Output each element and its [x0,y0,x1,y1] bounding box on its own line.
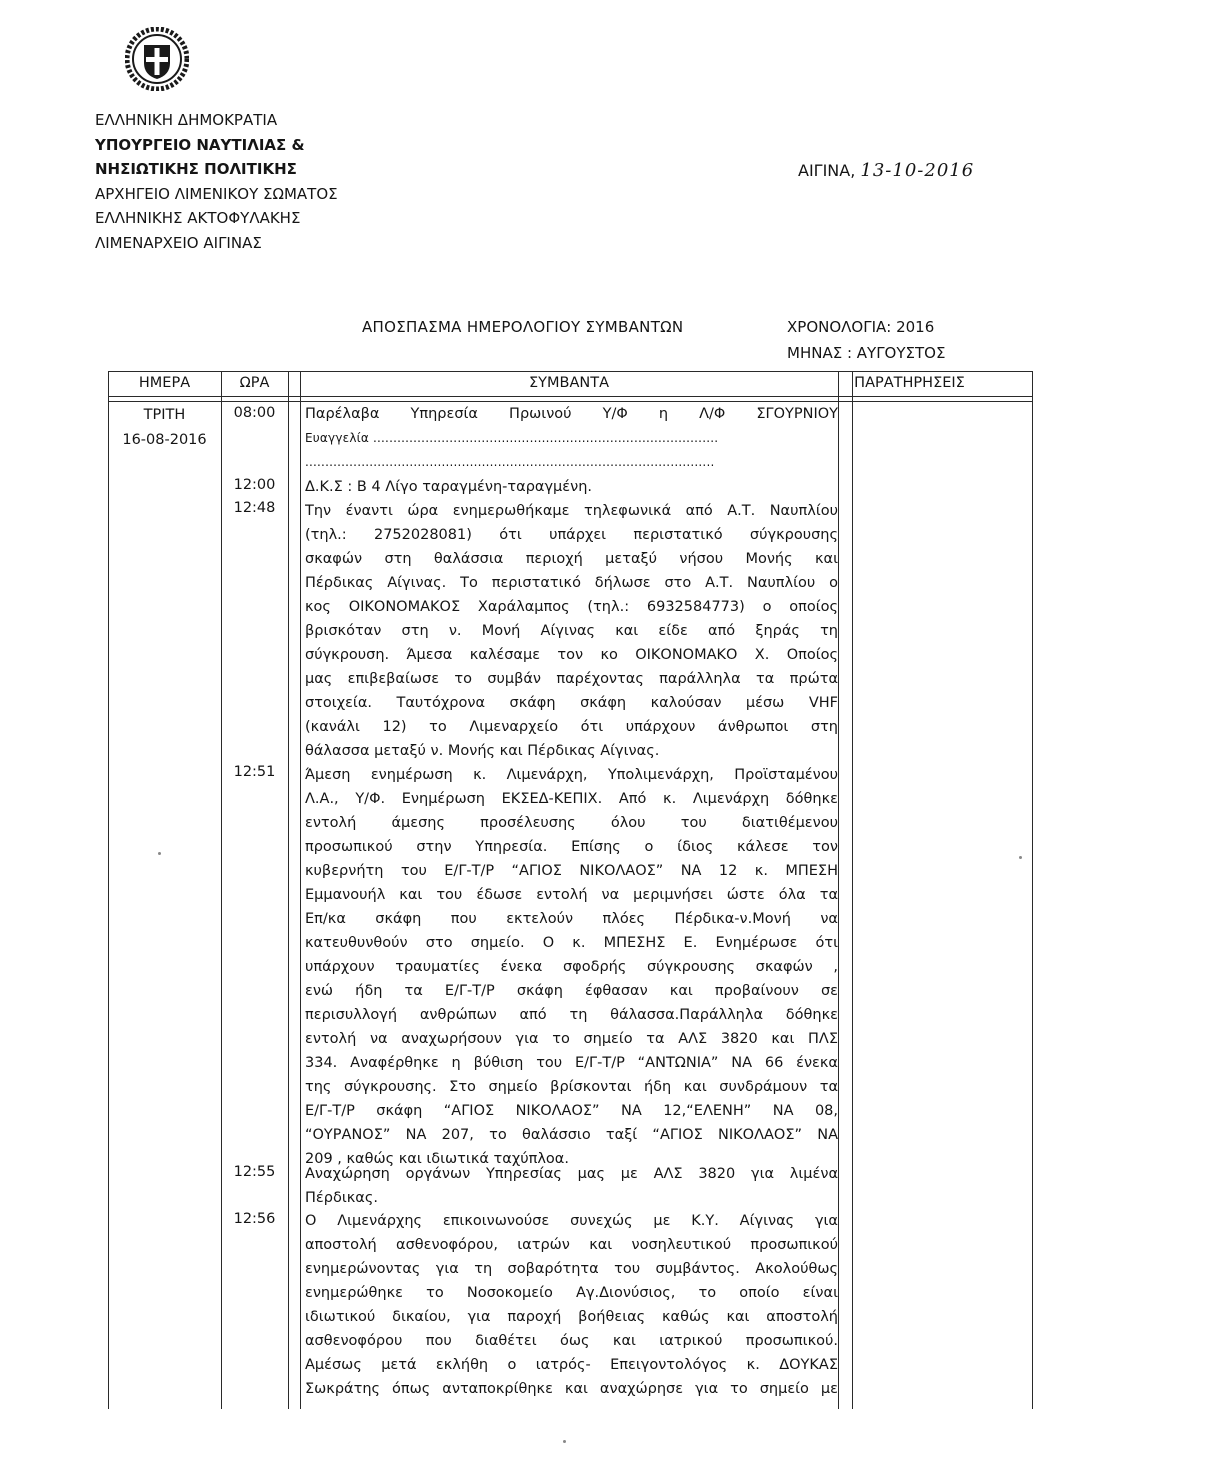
header-line: ΕΛΛΗΝΙΚΗΣ ΑΚΤΟΦΥΛΑΚΗΣ [95,209,301,227]
event-line: εντολή άμεσης προσέλευσης όλου του διατιθέμενου [305,814,838,831]
column-header-events: ΣΥΜΒΑΝΤΑ [528,375,610,391]
handwritten-date: 13-10-2016 [860,160,975,181]
event-line: θάλασσα μεταξύ ν. Μονής και Πέρδικας Αίγινας. [305,742,660,759]
event-line: μας επιβεβαίωσε το συμβάν παρέχοντας παράλληλα τα πρώτα [305,670,838,687]
event-line: βρισκόταν στη ν. Μονή Αίγινας και είδε από ξηράς τη [305,622,838,639]
incident-log-table [108,371,1033,1409]
event-line: προσωπικού στην Υπηρεσία. Επίσης ο ίδιος κάλεσε τον [305,838,838,855]
event-line: Πέρδικας. [305,1190,378,1206]
event-line: σύγκρουση. Άμεσα καλέσαμε τον κο ΟΙΚΟΝΟΜΑΚΟ Χ. Οποίος [305,646,838,663]
event-line: Αναχώρηση οργάνων Υπηρεσίας μας με ΑΛΣ 3820 για λιμένα [305,1166,838,1182]
time-1251: 12:51 [233,764,276,780]
event-line: (κανάλι 12) το Λιμεναρχείο ότι υπάρχουν άνθρωποι στη [305,718,838,735]
place-date [798,160,974,181]
header-line: ΕΛΛΗΝΙΚΗ ΔΗΜΟΚΡΑΤΙΑ [95,111,278,129]
event-line-dotted: Ευαγγελία ...................................................................................... [305,431,719,445]
event-line: Αμέσως μετά εκλήθη ο ιατρός- Επειγοντολόγος κ. ΔΟΥΚΑΣ [305,1357,838,1373]
event-line: σκαφών στη θαλάσσια περιοχή μεταξύ νήσου Μονής και [305,550,838,567]
place-name: ΑΙΓΙΝΑ, [798,161,861,180]
event-line: ενημερώθηκε το Νοσοκομείο Αγ.Διονύσιος, το οποίο είναι [305,1285,838,1301]
event-line: 209 , καθώς και ιδιωτικά ταχύπλοα. [305,1150,569,1167]
event-line: κυβερνήτη του Ε/Γ-Τ/Ρ “ΑΓΙΟΣ ΝΙΚΟΛΑΟΣ” ΝΑ 12 κ. ΜΠΕΣΗ [305,862,838,879]
time-1256: 12:56 [233,1211,276,1227]
day-cell [108,403,221,453]
column-header-remarks: ΠΑΡΑΤΗΡΗΣΕΙΣ [854,375,965,391]
event-line: Ε/Γ-Τ/Ρ σκάφη “ΑΓΙΟΣ ΝΙΚΟΛΑΟΣ” ΝΑ 12,“ΕΛΕΝΗ” ΝΑ 08, [305,1102,838,1119]
header-line: ΛΙΜΕΝΑΡΧΕΙΟ ΑΙΓΙΝΑΣ [95,233,262,252]
event-line: ενημερώνοντας για τη σοβαρότητα του συμβάντος. Ακολούθως [305,1261,838,1277]
event-line: κος ΟΙΚΟΝΟΜΑΚΟΣ Χαράλαμπος (τηλ.: 6932584773) ο οποίος [305,598,838,615]
scan-speck [563,1440,566,1443]
event-line: ασθενοφόρου που διαθέτει όως και ιατρικού προσωπικού. [305,1333,838,1349]
event-line: αποστολή ασθενοφόρου, ιατρών και νοσηλευτικού προσωπικού [305,1237,838,1253]
event-line: Εμμανουήλ και του έδωσε εντολή να μεριμνήσει ώστε όλα τα [305,886,838,903]
event-line: περισυλλογή ανθρώπων από τη θάλασσα.Παράλληλα δόθηκε [305,1006,838,1023]
header-line: ΑΡΧΗΓΕΙΟ ΛΙΜΕΝΙΚΟΥ ΣΩΜΑΤΟΣ [95,184,338,203]
event-line: Επ/κα σκάφη που εκτελούν πλόες Πέρδικα-ν.Μονή να [305,910,838,927]
header-line-ministry: ΥΠΟΥΡΓΕΙΟ ΝΑΥΤΙΛΙΑΣ & [95,135,305,154]
event-line: 334. Αναφέρθηκε η βύθιση του Ε/Γ-Τ/Ρ “ΑΝΤΩΝΙΑ” ΝΑ 66 ένεκα [305,1054,838,1071]
event-line: της σύγκρουσης. Στο σημείο βρίσκονται ήδη και συνδράμουν τα [305,1078,838,1095]
event-line: Την έναντι ώρα ενημερωθήκαμε τηλεφωνικά από Α.Τ. Ναυπλίου [305,502,838,519]
event-line: Δ.Κ.Σ : Β 4 Λίγο ταραγμένη-ταραγμένη. [305,479,592,495]
event-line: εντολή να αναχωρήσουν για το σημείο τα ΑΛΣ 3820 και ΠΛΣ [305,1030,838,1047]
event-line: Παρέλαβα Υπηρεσία Πρωινού Υ/Φ η Λ/Φ ΣΓΟΥΡΝΙΟΥ [305,406,838,422]
month-line: ΜΗΝΑΣ : ΑΥΓΟΥΣΤΟΣ [787,344,946,362]
day-date: 16-08-2016 [122,432,207,448]
coat-of-arms-emblem [125,27,189,91]
document-title: ΑΠΟΣΠΑΣΜΑ ΗΜΕΡΟΛΟΓΙΟΥ ΣΥΜΒΑΝΤΩΝ [362,318,684,336]
time-1255: 12:55 [233,1164,276,1180]
event-line: “ΟΥΡΑΝΟΣ” ΝΑ 207, το θαλάσσιο ταξί “ΑΓΙΟΣ ΝΙΚΟΛΑΟΣ” ΝΑ [305,1126,838,1143]
event-line: Σωκράτης όπως ανταποκρίθηκε και αναχώρησε για το σημείο με [305,1381,838,1397]
year-line: ΧΡΟΝΟΛΟΓΙΑ: 2016 [787,318,935,336]
event-line: ιδιωτικού δικαίου, για παροχή βοήθειας καθώς και αποστολή [305,1309,838,1325]
event-line: Άμεση ενημέρωση κ. Λιμενάρχη, Υπολιμενάρχη, Προϊσταμένου [305,766,838,783]
column-header-day: ΗΜΕΡΑ [138,375,191,391]
event-line: Λ.Α., Υ/Φ. Ενημέρωση ΕΚΣΕΔ-ΚΕΠΙΧ. Από κ. Λιμενάρχη δόθηκε [305,790,838,807]
event-line: ενώ ήδη τα Ε/Γ-Τ/Ρ σκάφη έφθασαν και προβαίνουν σε [305,982,838,999]
event-line: (τηλ.: 2752028081) ότι υπάρχει περιστατικό σύγκρουσης [305,526,838,543]
time-0800: 08:00 [233,405,276,421]
time-1248: 12:48 [233,500,276,516]
event-line: υπάρχουν τραυματίες ένεκα σφοδρής σύγκρουσης σκαφών , [305,958,838,975]
event-line: κατευθυνθούν στο σημείο. Ο κ. ΜΠΕΣΗΣ Ε. Ενημέρωσε ότι [305,934,838,951]
event-line: Ο Λιμενάρχης επικοινωνούσε συνεχώς με Κ.Υ. Αίγινας για [305,1213,838,1229]
event-line: στοιχεία. Ταυτόχρονα σκάφη σκάφη καλούσαν μέσω VHF [305,694,838,711]
event-line-dotted: ...................................................................................................... [305,455,715,469]
time-1200: 12:00 [233,477,276,493]
day-name: ΤΡΙΤΗ [143,407,186,423]
event-line: Πέρδικας Αίγινας. Το περιστατικό δήλωσε στο Α.Τ. Ναυπλίου ο [305,574,838,591]
header-line-ministry-2: ΝΗΣΙΩΤΙΚΗΣ ΠΟΛΙΤΙΚΗΣ [95,160,297,178]
issuer-header [95,108,338,255]
column-header-time: ΩΡΑ [239,375,270,391]
